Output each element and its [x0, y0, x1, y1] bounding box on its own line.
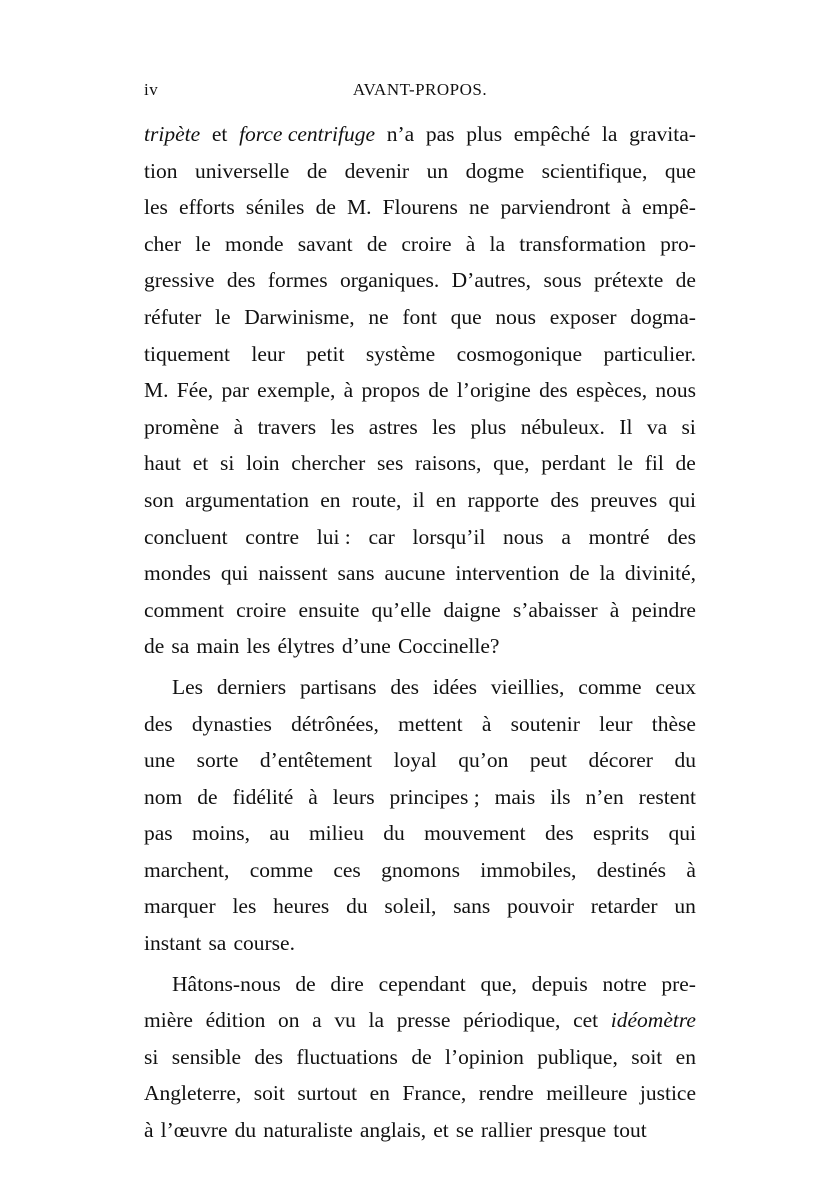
word: la	[368, 1008, 385, 1033]
word: sans	[337, 561, 375, 586]
text-line	[144, 153, 696, 190]
word: tiquement	[144, 341, 230, 366]
word: pas	[425, 122, 455, 146]
word: les	[246, 634, 271, 659]
text-line	[144, 669, 696, 706]
word: qu’elle	[371, 597, 432, 622]
word: organiques.	[339, 268, 440, 293]
word: s’abaisser	[512, 597, 598, 622]
word: le	[214, 304, 231, 329]
word: le	[195, 231, 211, 256]
word: par	[221, 378, 249, 403]
word: monde	[224, 231, 284, 256]
word: des	[390, 674, 419, 699]
word: ceux	[655, 674, 696, 699]
word: sa	[171, 634, 190, 659]
word: les	[144, 195, 168, 220]
word: les	[330, 414, 355, 439]
word: sa	[208, 931, 227, 956]
word: à	[343, 378, 354, 403]
word: gravita-	[629, 122, 696, 146]
word: son	[144, 487, 174, 512]
word: leur	[599, 711, 633, 736]
word: croire	[401, 231, 452, 256]
word: Hâtons-nous	[172, 971, 281, 996]
word: à	[233, 414, 244, 439]
word: rendre	[478, 1081, 534, 1106]
paragraph	[144, 669, 696, 962]
word: dogme	[465, 158, 525, 183]
word: mondes	[144, 561, 211, 586]
word: universelle	[194, 158, 290, 183]
word: astres	[368, 414, 418, 439]
word: l’opinion	[444, 1044, 524, 1069]
word: divinité,	[624, 561, 696, 586]
word: empêché	[513, 122, 591, 146]
word: D’autres,	[451, 268, 532, 293]
word: preuves	[590, 487, 658, 512]
word: des	[226, 268, 256, 293]
word: à	[144, 1118, 154, 1143]
word: marquer	[144, 894, 216, 919]
word: l’origine	[456, 378, 531, 403]
word: si	[681, 414, 696, 439]
word: haut	[144, 451, 182, 476]
word: plus	[466, 122, 503, 146]
word: principes ;	[389, 784, 480, 809]
word: qu’on	[458, 748, 509, 773]
word: Fée,	[176, 378, 214, 403]
word: pouvoir	[507, 894, 574, 919]
word: gnomons	[381, 857, 460, 882]
word: fidélité	[232, 784, 294, 809]
word: vieillies,	[490, 674, 565, 699]
word: soit	[631, 1044, 663, 1069]
word: chercher	[291, 451, 366, 476]
word: anglais,	[359, 1118, 427, 1143]
word: ces	[333, 857, 361, 882]
word: se	[455, 1118, 474, 1143]
word: de	[411, 1044, 432, 1069]
word: lui :	[316, 524, 351, 549]
word: nous	[655, 378, 696, 403]
word: mais	[494, 784, 536, 809]
word: et	[433, 1118, 449, 1143]
word: presse	[396, 1008, 451, 1033]
word: Coccinelle?	[397, 634, 500, 659]
word: Il	[619, 414, 633, 439]
word: Flourens	[382, 195, 458, 220]
text-line	[144, 299, 696, 336]
word: gressive	[144, 268, 215, 293]
word: dogma-	[630, 304, 696, 329]
word: qui	[668, 487, 696, 512]
word: ses	[377, 451, 404, 476]
word: propos	[361, 378, 420, 403]
word: comment	[144, 597, 225, 622]
word: cet	[573, 1008, 599, 1033]
word: petit	[306, 341, 345, 366]
word: des	[254, 1044, 284, 1069]
word: que	[664, 158, 696, 183]
word: des	[667, 524, 696, 549]
word: tion	[144, 158, 178, 183]
word: ne	[368, 304, 389, 329]
word: depuis	[531, 971, 588, 996]
word: rallier	[480, 1118, 533, 1143]
word: de	[675, 451, 696, 476]
word: décorer	[588, 748, 653, 773]
text-line	[144, 409, 696, 446]
word: empê-	[642, 195, 696, 220]
word: que	[450, 304, 482, 329]
text-line	[144, 555, 696, 592]
word: la	[489, 231, 506, 256]
word: M.	[347, 195, 372, 220]
word: a	[561, 524, 571, 549]
word: au	[269, 821, 290, 846]
word: comme	[249, 857, 313, 882]
word: qui	[668, 821, 696, 846]
word: édition	[205, 1008, 266, 1033]
word: qui	[220, 561, 249, 586]
word: des	[544, 821, 574, 846]
word: transformation	[519, 231, 646, 256]
word: marchent,	[144, 857, 230, 882]
word: immobiles,	[480, 857, 577, 882]
word: et	[192, 451, 209, 476]
word: tripète	[144, 122, 201, 146]
word: que,	[493, 451, 530, 476]
word: concluent	[144, 524, 228, 549]
word: de	[295, 971, 316, 996]
word: fil	[644, 451, 664, 476]
page-number: iv	[144, 80, 159, 99]
word: ensuite	[298, 597, 360, 622]
word: va	[646, 414, 668, 439]
word: à	[686, 857, 696, 882]
word: on	[277, 1008, 300, 1033]
text-line	[144, 482, 696, 519]
word: n’a	[386, 122, 415, 146]
text-line	[144, 852, 696, 889]
word: la	[601, 122, 618, 146]
word: aucune	[384, 561, 446, 586]
text-line	[144, 925, 696, 962]
text-line	[144, 628, 696, 665]
word: particulier.	[603, 341, 696, 366]
word: devenir	[344, 158, 410, 183]
word: nous	[503, 524, 544, 549]
word: milieu	[308, 821, 364, 846]
word: mettent	[398, 711, 463, 736]
word: à	[465, 231, 476, 256]
word: réfuter	[144, 304, 202, 329]
word: que,	[480, 971, 517, 996]
text-line	[144, 1075, 696, 1112]
word: nom	[144, 784, 183, 809]
word: formes	[267, 268, 328, 293]
word: idées	[432, 674, 478, 699]
word: publique,	[537, 1044, 618, 1069]
word: n’en	[585, 784, 624, 809]
running-title: AVANT-PROPOS.	[352, 80, 488, 99]
word: séniles	[245, 195, 305, 220]
paragraph	[144, 966, 696, 1149]
word: rapporte	[467, 487, 540, 512]
word: nébuleux.	[520, 414, 605, 439]
word: scientifique,	[541, 158, 648, 183]
word: vu	[334, 1008, 356, 1033]
word: système	[365, 341, 436, 366]
word: à	[621, 195, 632, 220]
word: M.	[144, 378, 169, 403]
word: thèse	[651, 711, 696, 736]
text-line	[144, 226, 696, 263]
word: élytres	[277, 634, 335, 659]
word: intervention	[455, 561, 560, 586]
word: de	[569, 561, 590, 586]
word: heures	[273, 894, 330, 919]
text-line	[144, 262, 696, 299]
word: de	[315, 195, 336, 220]
word: tout	[613, 1118, 647, 1143]
word: pre-	[661, 971, 696, 996]
word: plus	[470, 414, 507, 439]
word: l’œuvre	[160, 1118, 228, 1143]
text-line	[144, 742, 696, 779]
word: partisans	[300, 674, 377, 699]
word: instant	[144, 931, 202, 956]
word: croire	[236, 597, 287, 622]
word: parviendront	[500, 195, 611, 220]
word: sans	[453, 894, 491, 919]
word: Angleterre,	[144, 1081, 242, 1106]
word: retarder	[590, 894, 658, 919]
word: pro-	[660, 231, 696, 256]
word: promène	[144, 414, 220, 439]
word: cosmogonique	[456, 341, 583, 366]
paragraph	[144, 116, 696, 665]
word: savant	[297, 231, 353, 256]
word: comme	[578, 674, 642, 699]
word: il	[412, 487, 425, 512]
word: de	[197, 784, 218, 809]
word: contre	[245, 524, 300, 549]
word: cependant	[378, 971, 466, 996]
word: loin	[246, 451, 280, 476]
word: esprits	[592, 821, 650, 846]
word: force centrifuge	[239, 122, 375, 146]
word: lorsqu’il	[412, 524, 486, 549]
word: sorte	[196, 748, 239, 773]
word: en	[435, 487, 457, 512]
word: de	[675, 268, 696, 293]
word: des	[539, 378, 568, 403]
word: leur	[251, 341, 285, 366]
word: exposer	[549, 304, 617, 329]
word: montré	[588, 524, 650, 549]
word: d’une	[341, 634, 391, 659]
word: du	[383, 821, 405, 846]
word: si	[220, 451, 235, 476]
word: course.	[233, 931, 295, 956]
word: de	[366, 231, 388, 256]
word: en	[320, 487, 341, 512]
word: perdant	[541, 451, 606, 476]
text-line	[144, 519, 696, 556]
word: exemple,	[257, 378, 336, 403]
word: à	[481, 711, 492, 736]
text-line	[144, 1112, 696, 1149]
word: France,	[402, 1081, 467, 1106]
word: naissent	[258, 561, 328, 586]
body-text	[144, 116, 696, 1149]
word: du	[674, 748, 696, 773]
word: dire	[330, 971, 364, 996]
word: du	[346, 894, 368, 919]
running-head	[144, 80, 696, 104]
text-line	[144, 815, 696, 852]
word: les	[432, 414, 457, 439]
word: mouvement	[424, 821, 526, 846]
word: mière	[144, 1008, 193, 1033]
word: en	[369, 1081, 390, 1106]
word: notre	[602, 971, 647, 996]
word: Darwinisme,	[244, 304, 355, 329]
word: presque	[539, 1118, 607, 1143]
word: des	[550, 487, 580, 512]
word: soleil,	[384, 894, 437, 919]
text-line	[144, 592, 696, 629]
word: détrônées,	[291, 711, 379, 736]
word: cher	[144, 231, 181, 256]
word: dynasties	[191, 711, 272, 736]
word: leurs	[332, 784, 375, 809]
word: surtout	[297, 1081, 358, 1106]
word: les	[232, 894, 257, 919]
word: ne	[469, 195, 490, 220]
word: destinés	[596, 857, 667, 882]
word: meilleure	[546, 1081, 628, 1106]
word: si	[144, 1044, 159, 1069]
word: pas	[144, 821, 173, 846]
word: soit	[253, 1081, 285, 1106]
word: espèces,	[576, 378, 648, 403]
word: peindre	[631, 597, 696, 622]
word: daigne	[443, 597, 501, 622]
text-line	[144, 706, 696, 743]
word: naturaliste	[263, 1118, 353, 1143]
word: de	[428, 378, 449, 403]
word: loyal	[393, 748, 437, 773]
word: travers	[257, 414, 317, 439]
word: en	[675, 1044, 696, 1069]
word: d’entêtement	[259, 748, 373, 773]
text-line	[144, 189, 696, 226]
text-line	[144, 1039, 696, 1076]
word: du	[234, 1118, 257, 1143]
text-line	[144, 966, 696, 1003]
word: soutenir	[510, 711, 580, 736]
word: a	[312, 1008, 322, 1033]
word: le	[617, 451, 633, 476]
word: raisons,	[415, 451, 482, 476]
word: font	[402, 304, 437, 329]
word: et	[211, 122, 228, 146]
word: argumentation	[185, 487, 309, 512]
word: un	[674, 894, 696, 919]
word: de	[306, 158, 328, 183]
word: efforts	[179, 195, 235, 220]
word: prétexte	[594, 268, 664, 293]
word: justice	[639, 1081, 696, 1106]
word: restent	[638, 784, 696, 809]
word: sensible	[171, 1044, 241, 1069]
word: sous	[543, 268, 582, 293]
text-line	[144, 336, 696, 373]
word: la	[599, 561, 615, 586]
text-line	[144, 372, 696, 409]
word: idéomètre	[610, 1008, 696, 1033]
word: à	[609, 597, 620, 622]
word: fluctuations	[296, 1044, 398, 1069]
word: périodique,	[463, 1008, 561, 1033]
word: une	[144, 748, 176, 773]
word: des	[144, 711, 173, 736]
text-line	[144, 888, 696, 925]
word: à	[308, 784, 318, 809]
word: route,	[351, 487, 402, 512]
text-line	[144, 1002, 696, 1039]
word: de	[144, 634, 165, 659]
word: ils	[550, 784, 571, 809]
word: main	[196, 634, 240, 659]
word: Les	[172, 674, 204, 699]
word: moins,	[192, 821, 250, 846]
text-line	[144, 445, 696, 482]
word: un	[426, 158, 449, 183]
word: peut	[529, 748, 567, 773]
word: nous	[495, 304, 537, 329]
word: car	[368, 524, 395, 549]
text-line	[144, 116, 696, 153]
text-line	[144, 779, 696, 816]
word: derniers	[216, 674, 287, 699]
